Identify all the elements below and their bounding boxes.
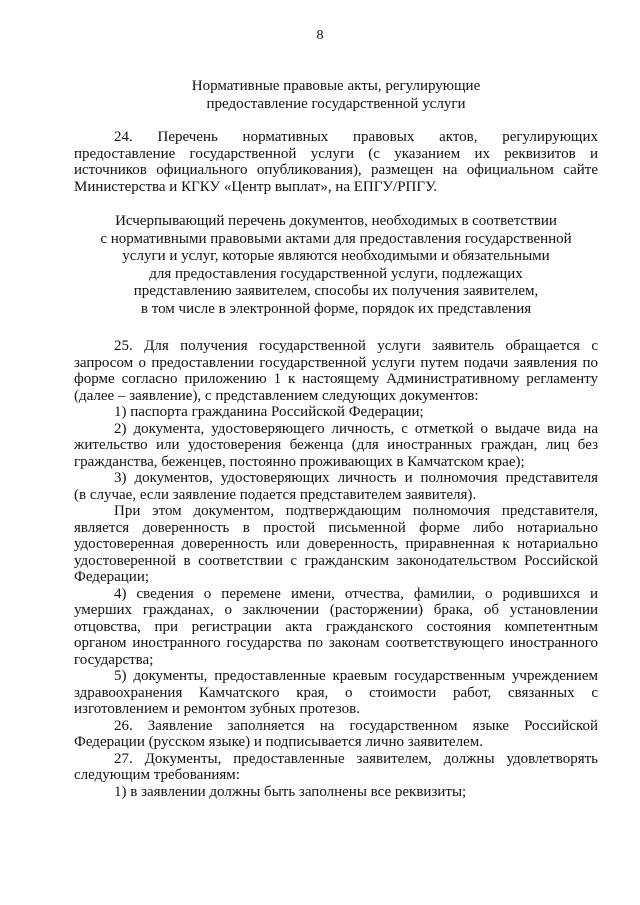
heading-line: для предоставления государственной услуги, подлежащих — [149, 265, 523, 282]
heading-line: предоставление государственной услуги — [206, 95, 466, 112]
text-line: 24. Перечень нормативных правовых актов, регулирующих — [114, 129, 598, 145]
list-item: 4) сведения о перемене имени, отчества, фамилии, о родившихся и — [114, 585, 598, 602]
text-line: 25. Для получения государственной услуги заявитель обращается с — [114, 338, 598, 354]
text-line: удостоверенная доверенность или доверенность, приравненная к нотариально — [74, 536, 598, 552]
heading-line: с нормативными правовыми актами для предоставления государственной — [100, 230, 572, 247]
page-number: 8 — [316, 28, 324, 43]
text-line: При этом документом, подтверждающим полномочия представителя, — [114, 503, 598, 519]
heading-line: в том числе в электронной форме, порядок их представления — [140, 300, 532, 317]
heading-line: Нормативные правовые акты, регулирующие — [191, 78, 481, 94]
text-line: государства; — [74, 651, 154, 668]
text-line: гражданства, беженцев, постоянно проживающих в Камчатском крае); — [74, 453, 525, 470]
text-line: Министерства и КГКУ «Центр выплат», на ЕПГУ/РПГУ. — [74, 178, 437, 195]
text-line: удостоверенной в соответствии с гражданским законодательством Российской — [74, 552, 598, 569]
heading-line: услуги и услуг, которые являются необходимыми и обязательными — [122, 248, 550, 264]
text-line: умерших гражданах, о заключении (расторжении) брака, об установлении — [74, 602, 598, 618]
text-line: предоставление государственной услуги (с указанием их реквизитов и — [74, 145, 598, 162]
text-line: запросом о предоставлении государственной услуги путем подачи заявления по — [74, 354, 598, 371]
heading-line: Исчерпывающий перечень документов, необходимых в соответствии — [115, 213, 557, 229]
text-line: здравоохранения Камчатского края, о стоимости работ, связанных с — [74, 684, 598, 701]
paragraphs-25-27 — [74, 338, 598, 800]
text-line: (в случае, если заявление подается представителем заявителя). — [74, 486, 477, 503]
section-heading-legal-acts — [74, 78, 598, 113]
list-item: 5) документы, предоставленные краевым государственным учреждением — [114, 668, 598, 684]
text-line: форме согласно приложению 1 к настоящему Административному регламенту — [74, 371, 598, 387]
text-line: жительство или удостоверения беженца (для иностранных граждан, лиц без — [74, 437, 598, 453]
text-line: органом иностранного государства по законам соответствующего иностранного — [74, 635, 598, 651]
heading-line: представлению заявителем, способы их получения заявителем, — [133, 283, 539, 299]
text-line: отцовства, при регистрации акта гражданского состояния компетентным — [74, 618, 598, 635]
list-item: 3) документов, удостоверяющих личность и полномочия представителя — [114, 470, 598, 486]
text-line: источников официального опубликования), размещен на официальном сайте — [74, 162, 598, 178]
list-item: 1) в заявлении должны быть заполнены все реквизиты; — [114, 783, 467, 800]
text-line: является доверенность в простой письменной форме либо нотариально — [74, 519, 598, 536]
text-line: следующим требованиям: — [74, 767, 240, 783]
section-heading-documents-list — [74, 213, 598, 318]
text-line: Федерации; — [74, 569, 150, 585]
paragraph-24 — [74, 129, 598, 195]
list-item: 1) паспорта гражданина Российской Федерации; — [114, 404, 424, 420]
text-line: изготовлением и ремонтом зубных протезов. — [74, 701, 360, 717]
text-line: 26. Заявление заполняется на государственном языке Российской — [114, 717, 598, 734]
list-item: 2) документа, удостоверяющего личность, с отметкой о выдаче вида на — [114, 420, 598, 437]
text-line: Федерации (русском языке) и подписывается лично заявителем. — [74, 734, 483, 750]
text-line: (далее – заявление), с представлением следующих документов: — [74, 387, 479, 404]
text-line: 27. Документы, предоставленные заявителем, должны удовлетворять — [114, 750, 598, 767]
